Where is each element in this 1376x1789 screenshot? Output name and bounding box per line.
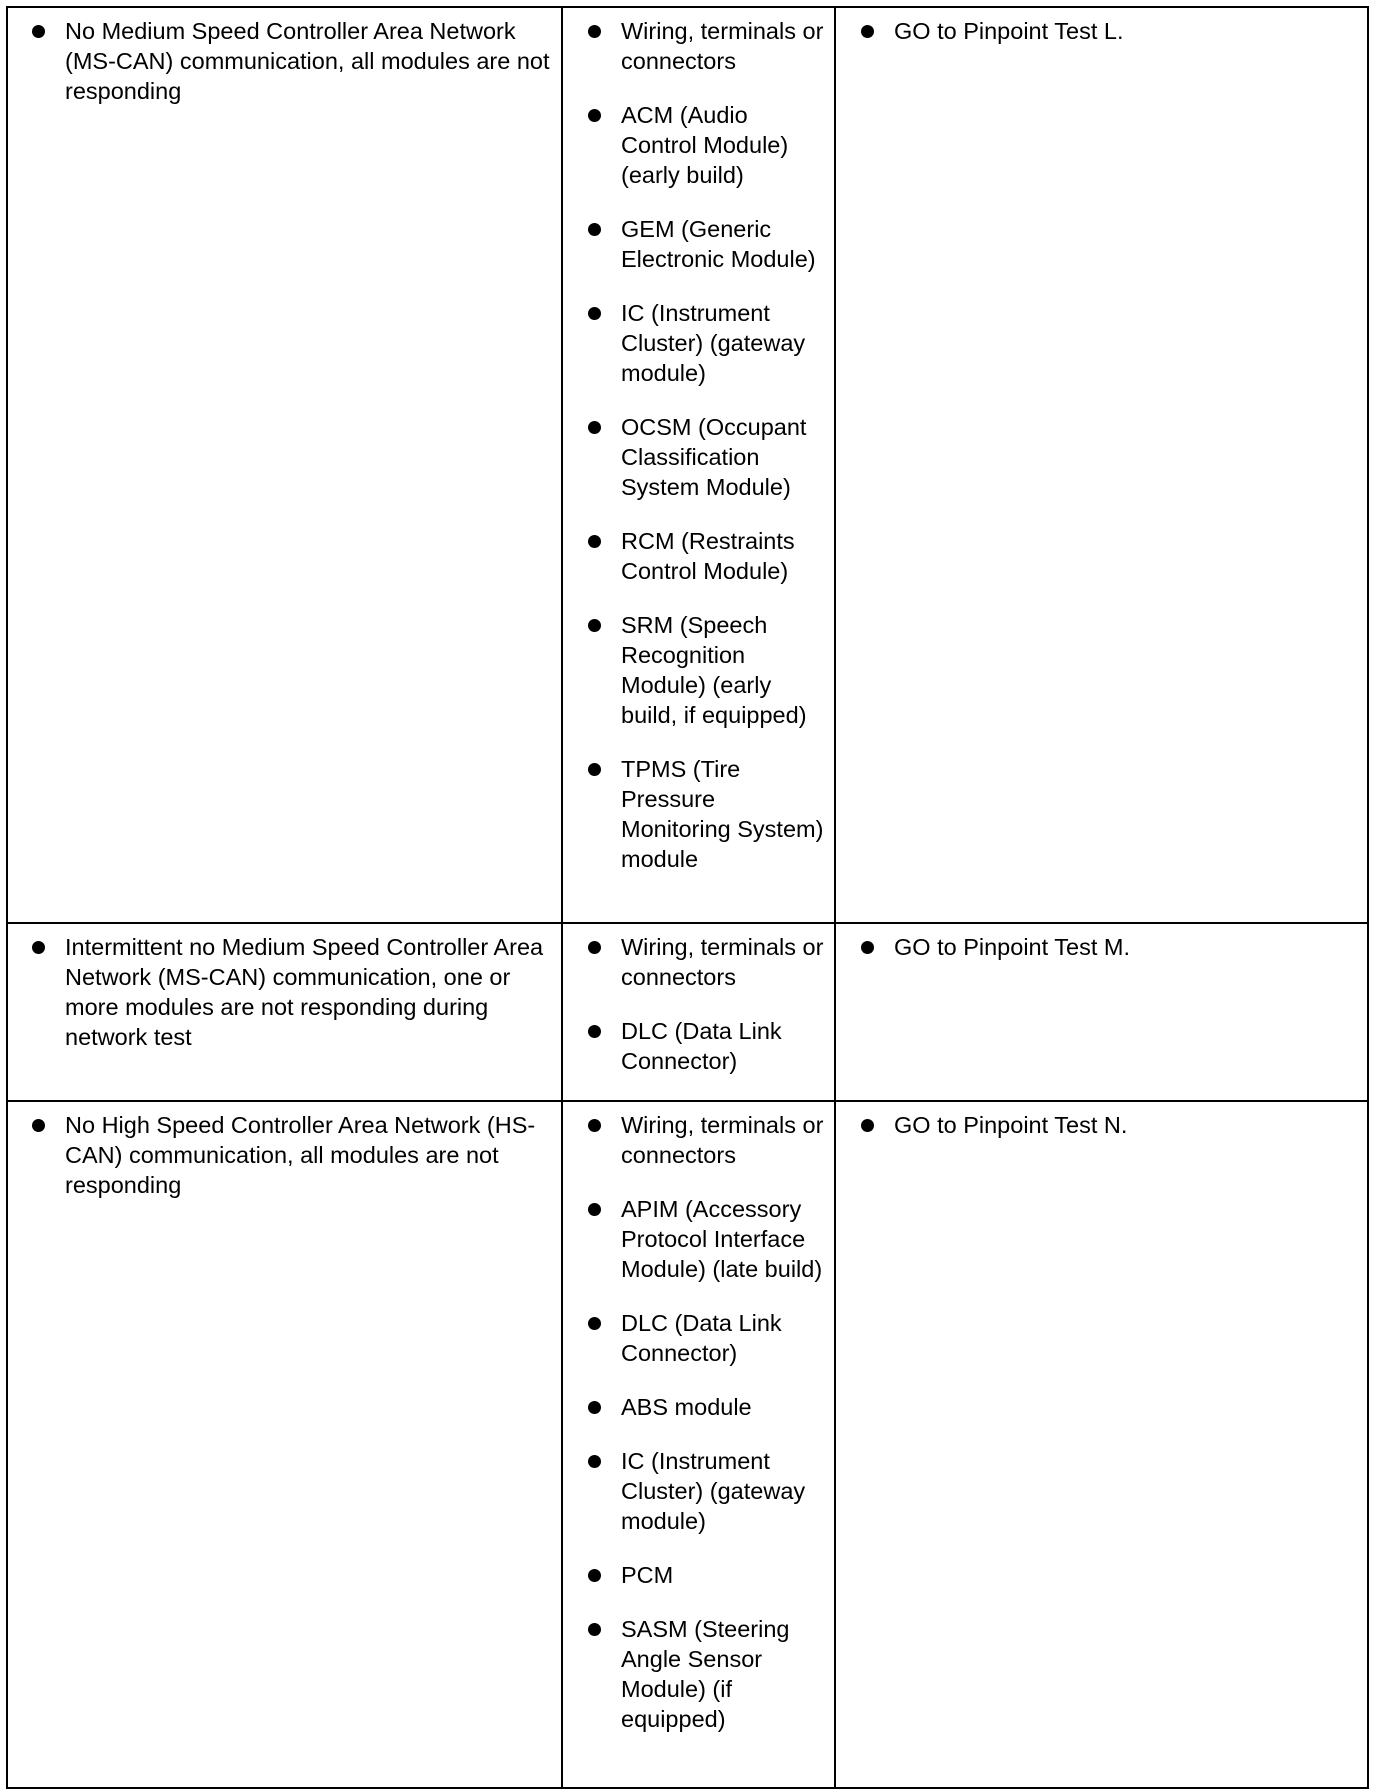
list-item: Wiring, terminals or connectors (563, 932, 828, 992)
symptom-cell (7, 7, 562, 923)
possible-sources-cell (562, 7, 835, 923)
list-item: SRM (Speech Recognition Module) (early build, if equipped) (563, 610, 828, 730)
symptom-list (8, 1110, 555, 1200)
list-item: Wiring, terminals or connectors (563, 16, 828, 76)
action-cell (835, 1101, 1368, 1788)
list-item: OCSM (Occupant Classification System Module) (563, 412, 828, 502)
action-cell (835, 923, 1368, 1101)
list-item: GEM (Generic Electronic Module) (563, 214, 828, 274)
action-list (836, 16, 1361, 46)
action-list (836, 932, 1361, 962)
symptom-list (8, 16, 555, 106)
possible-sources-cell (562, 923, 835, 1101)
list-item: ABS module (563, 1392, 828, 1422)
list-item: DLC (Data Link Connector) (563, 1308, 828, 1368)
possible-sources-list (563, 932, 828, 1076)
list-item: PCM (563, 1560, 828, 1590)
list-item: IC (Instrument Cluster) (gateway module) (563, 298, 828, 388)
list-item: ACM (Audio Control Module) (early build) (563, 100, 828, 190)
list-item: IC (Instrument Cluster) (gateway module) (563, 1446, 828, 1536)
symptom-text: No Medium Speed Controller Area Network (MS-CAN) communication, all modules are not responding (8, 16, 555, 106)
action-text: GO to Pinpoint Test L. (836, 16, 1361, 46)
list-item: SASM (Steering Angle Sensor Module) (if equipped) (563, 1614, 828, 1734)
list-item: DLC (Data Link Connector) (563, 1016, 828, 1076)
symptom-text: Intermittent no Medium Speed Controller Area Network (MS-CAN) communication, one or more modules are not responding during network test (8, 932, 555, 1052)
symptom-list (8, 932, 555, 1052)
possible-sources-list (563, 1110, 828, 1734)
action-cell (835, 7, 1368, 923)
table-row (7, 7, 1368, 923)
table-row (7, 923, 1368, 1101)
list-item: Wiring, terminals or connectors (563, 1110, 828, 1170)
symptom-chart-table (6, 6, 1369, 1789)
symptom-text: No High Speed Controller Area Network (HS-CAN) communication, all modules are not responding (8, 1110, 555, 1200)
action-text: GO to Pinpoint Test M. (836, 932, 1361, 962)
list-item: APIM (Accessory Protocol Interface Module) (late build) (563, 1194, 828, 1284)
symptom-cell (7, 1101, 562, 1788)
action-list (836, 1110, 1361, 1140)
list-item: TPMS (Tire Pressure Monitoring System) module (563, 754, 828, 874)
symptom-cell (7, 923, 562, 1101)
action-text: GO to Pinpoint Test N. (836, 1110, 1361, 1140)
possible-sources-list (563, 16, 828, 874)
possible-sources-cell (562, 1101, 835, 1788)
list-item: RCM (Restraints Control Module) (563, 526, 828, 586)
table-row (7, 1101, 1368, 1788)
